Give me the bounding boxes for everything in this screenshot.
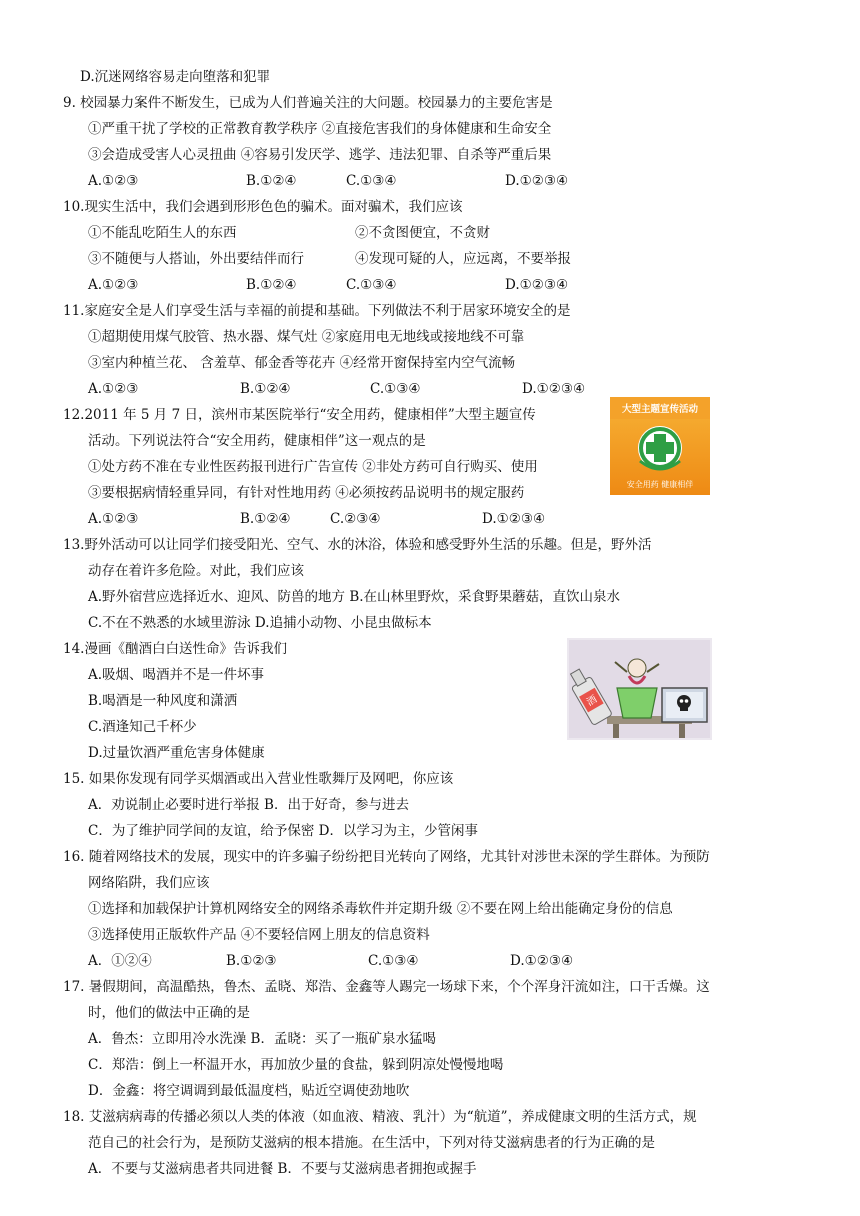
- text-line: D．金鑫：将空调调到最低温度档，贴近空调使劲地吹: [88, 1083, 410, 1099]
- text-line: 14.漫画《酗酒白白送性命》告诉我们: [63, 641, 287, 657]
- text-line: ④发现可疑的人，应远离，不要举报: [355, 251, 571, 267]
- text-line: ①不能乱吃陌生人的东西: [88, 225, 237, 241]
- text-line: B.①②④: [240, 511, 291, 527]
- text-line: ③不随便与人搭讪，外出要结伴而行: [88, 251, 304, 267]
- text-line: ①超期使用煤气胶管、热水器、煤气灶 ②家庭用电无地线或接地线不可靠: [88, 329, 525, 345]
- text-line: 动存在着许多危险。对此，我们应该: [88, 563, 304, 579]
- text-line: A．鲁杰：立即用冷水洗澡 B．孟晓：买了一瓶矿泉水猛喝: [88, 1031, 436, 1047]
- text-line: A.①②③: [88, 173, 139, 189]
- text-line: D.沉迷网络容易走向堕落和犯罪: [80, 69, 271, 85]
- bottle-label: 酒: [585, 694, 600, 709]
- safe-medication-poster: [610, 397, 710, 495]
- text-line: ③选择使用正版软件产品 ④不要轻信网上朋友的信息资料: [88, 927, 430, 943]
- text-line: B.①②④: [240, 381, 291, 397]
- text-line: C.①③④: [346, 277, 397, 293]
- poster-slogan: 安全用药 健康相伴: [626, 480, 694, 489]
- text-line: 网络陷阱，我们应该: [88, 875, 210, 891]
- text-line: ③会造成受害人心灵扭曲 ④容易引发厌学、逃学、违法犯罪、自杀等严重后果: [88, 147, 552, 163]
- text-line: ②不贪图便宜，不贪财: [355, 225, 490, 241]
- text-line: 9. 校园暴力案件不断发生，已成为人们普遍关注的大问题。校园暴力的主要危害是: [63, 95, 553, 111]
- text-line: ③室内种植兰花、 含羞草、郁金香等花卉 ④经常开窗保持室内空气流畅: [88, 355, 516, 371]
- text-line: 范自己的社会行为，是预防艾滋病的根本措施。在生活中，下列对待艾滋病患者的行为正确的是: [88, 1135, 655, 1151]
- text-line: A.吸烟、喝酒并不是一件坏事: [88, 667, 265, 683]
- text-line: A.①②③: [88, 381, 139, 397]
- text-line: 18. 艾滋病病毒的传播必须以人类的体液（如血液、精液、乳汁）为“航道”，养成健康文明的生活方式，规: [63, 1109, 697, 1125]
- text-line: ③要根据病情轻重异同，有针对性地用药 ④必须按药品说明书的规定服药: [88, 485, 525, 501]
- text-line: C.酒逢知己千杯少: [88, 719, 197, 735]
- text-line: D.过量饮酒严重危害身体健康: [88, 745, 265, 761]
- text-line: C.①③④: [370, 381, 421, 397]
- text-line: 10.现实生活中，我们会遇到形形色色的骗术。面对骗术，我们应该: [63, 199, 463, 215]
- text-line: 16. 随着网络技术的发展，现实中的许多骗子纷纷把目光转向了网络，尤其针对涉世未深的学生群体。为预防: [63, 849, 710, 865]
- text-line: ①严重干扰了学校的正常教育教学秩序 ②直接危害我们的身体健康和生命安全: [88, 121, 552, 137]
- text-line: C．为了维护同学间的友谊，给予保密 D．以学习为主，少管闲事: [88, 823, 478, 839]
- text-line: A.①②③: [88, 511, 139, 527]
- text-line: 17. 暑假期间，高温酷热，鲁杰、孟晓、郑浩、金鑫等人踢完一场球下来，个个浑身汗流如注，口干舌燥。这: [63, 979, 710, 995]
- text-line: C.②③④: [330, 511, 381, 527]
- text-line: B.①②③: [226, 953, 277, 969]
- text-line: D.①②③④: [510, 953, 574, 969]
- medical-cross-icon: [638, 426, 682, 470]
- poster-title: 大型主题宣传活动: [621, 404, 699, 415]
- text-line: A．劝说制止必要时进行举报 B．出于好奇，参与进去: [88, 797, 409, 813]
- text-line: A.①②③: [88, 277, 139, 293]
- text-line: 11.家庭安全是人们享受生活与幸福的前提和基础。下列做法不利于居家环境安全的是: [63, 303, 571, 319]
- text-line: D.①②③④: [482, 511, 546, 527]
- text-line: 15. 如果你发现有同学买烟酒或出入营业性歌舞厅及网吧，你应该: [63, 771, 454, 787]
- text-line: 13.野外活动可以让同学们接受阳光、空气、水的沐浴，体验和感受野外生活的乐趣。但是，野外活: [63, 537, 652, 553]
- text-line: D.①②③④: [522, 381, 586, 397]
- text-line: A．①②④: [88, 953, 152, 969]
- text-line: B.①②④: [246, 173, 297, 189]
- text-line: 活动。下列说法符合“安全用药，健康相伴”这一观点的是: [88, 433, 426, 449]
- text-line: A．不要与艾滋病患者共同进餐 B．不要与艾滋病患者拥抱或握手: [88, 1161, 477, 1177]
- text-line: D.①②③④: [505, 277, 569, 293]
- text-line: C.①③④: [346, 173, 397, 189]
- text-line: ①处方药不准在专业性医药报刊进行广告宣传 ②非处方药可自行购买、使用: [88, 459, 538, 475]
- text-line: B.①②④: [246, 277, 297, 293]
- text-line: A.野外宿营应选择近水、迎风、防兽的地方 B.在山林里野炊，采食野果蘑菇，直饮山泉水: [88, 589, 621, 605]
- text-line: C．郑浩：倒上一杯温开水，再加放少量的食盐，躲到阴凉处慢慢地喝: [88, 1057, 504, 1073]
- text-line: C.不在不熟悉的水域里游泳 D.追捕小动物、小昆虫做标本: [88, 615, 432, 631]
- text-line: B.喝酒是一种风度和潇洒: [88, 693, 238, 709]
- text-line: 12.2011 年 5 月 7 日，滨州市某医院举行“安全用药，健康相伴”大型主题宣传: [63, 407, 536, 423]
- text-line: 时，他们的做法中正确的是: [88, 1005, 250, 1021]
- text-line: ①选择和加载保护计算机网络安全的网络杀毒软件并定期升级 ②不要在网上给出能确定身份的信息: [88, 901, 673, 917]
- text-line: D.①②③④: [505, 173, 569, 189]
- text-line: C.①③④: [368, 953, 419, 969]
- drinking-cartoon: [567, 638, 712, 740]
